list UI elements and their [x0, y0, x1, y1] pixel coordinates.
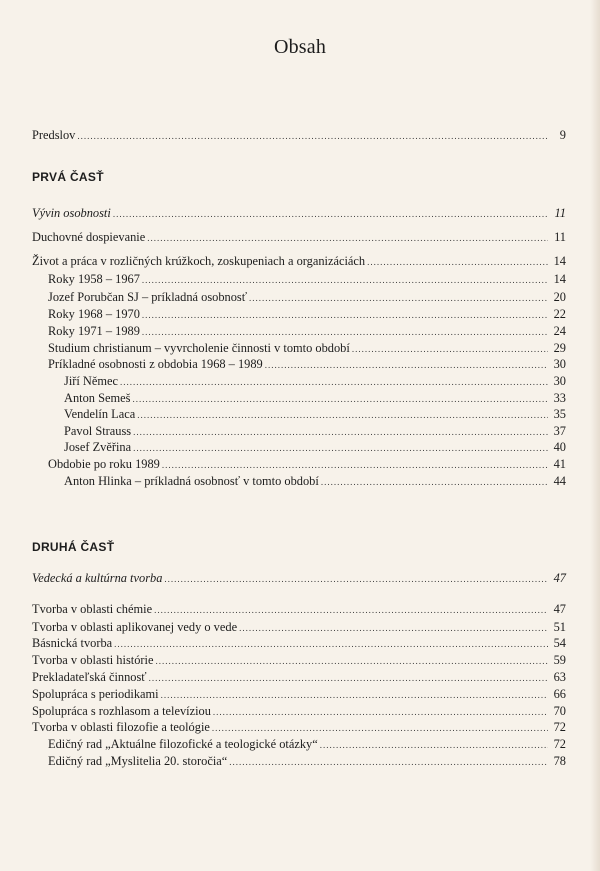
toc-entry	[48, 456, 566, 472]
toc-entry	[48, 289, 566, 305]
entry-title: Prekladateľská činnosť	[32, 670, 147, 684]
entry-page: 22	[553, 307, 566, 321]
toc-entry	[64, 390, 566, 406]
entry-title: Roky 1968 – 1970	[48, 307, 140, 321]
entry-title: Spolupráca s periodikami	[32, 687, 159, 701]
entry-title: Edičný rad „Aktuálne filozofické a teologické otázky“	[48, 737, 318, 751]
entry-title: Príkladné osobnosti z obdobia 1968 – 1989	[48, 357, 263, 371]
toc-entry	[32, 127, 566, 143]
toc-entry	[64, 473, 566, 489]
entry-title: Tvorba v oblasti aplikovanej vedy o vede	[32, 620, 238, 634]
entry-title: Spolupráca s rozhlasom a televíziou	[32, 704, 211, 718]
entry-page: 44	[553, 474, 566, 488]
entry-page: 70	[553, 704, 566, 718]
toc-entry	[48, 323, 566, 339]
section-heading-part2: DRUHÁ ČASŤ	[32, 540, 115, 554]
toc-entry	[64, 439, 566, 455]
entry-title: Vývin osobnosti	[32, 206, 111, 220]
page-edge-shadow	[590, 0, 600, 871]
toc-entry	[32, 253, 566, 269]
entry-page: 9	[559, 128, 566, 142]
entry-title: Tvorba v oblasti histórie	[32, 653, 154, 667]
entry-page: 66	[553, 687, 566, 701]
entry-title: Jiří Němec	[64, 374, 119, 388]
entry-title: Vedecká a kultúrna tvorba	[32, 571, 163, 585]
entry-page: 41	[553, 457, 566, 471]
entry-title: Duchovné dospievanie	[32, 230, 146, 244]
toc-entry	[64, 373, 566, 389]
entry-page: 11	[554, 230, 566, 244]
entry-page: 14	[553, 272, 566, 286]
entry-page: 33	[553, 391, 566, 405]
toc-entry	[32, 635, 566, 651]
entry-page: 35	[553, 407, 566, 421]
entry-title: Tvorba v oblasti chémie	[32, 602, 153, 616]
toc-entry	[32, 229, 566, 245]
entry-title: Anton Hlinka – príkladná osobnosť v tomto období	[64, 474, 319, 488]
toc-entry	[48, 340, 566, 356]
entry-title: Život a práca v rozličných krúžkoch, zoskupeniach a organizáciách	[32, 254, 366, 268]
entry-page: 11	[554, 206, 566, 220]
entry-page: 51	[553, 620, 566, 634]
entry-title: Tvorba v oblasti filozofie a teológie	[32, 720, 210, 734]
entry-page: 59	[553, 653, 566, 667]
entry-page: 47	[553, 602, 566, 616]
toc-entry	[32, 686, 566, 702]
entry-page: 63	[553, 670, 566, 684]
toc-entry	[32, 570, 566, 586]
toc-entry	[32, 601, 566, 617]
entry-page: 72	[553, 720, 566, 734]
toc-entry	[32, 669, 566, 685]
entry-title: Studium christianum – vyvrcholenie činnosti v tomto období	[48, 341, 350, 355]
entry-title: Vendelín Laca	[64, 407, 136, 421]
entry-page: 47	[553, 571, 566, 585]
toc-entry	[32, 652, 566, 668]
entry-page: 30	[553, 357, 566, 371]
entry-page: 29	[553, 341, 566, 355]
entry-title: Roky 1971 – 1989	[48, 324, 140, 338]
entry-title: Anton Semeš	[64, 391, 131, 405]
toc-entry	[32, 719, 566, 735]
entry-title: Edičný rad „Myslitelia 20. storočia“	[48, 754, 228, 768]
toc-entry	[64, 423, 566, 439]
entry-title: Roky 1958 – 1967	[48, 272, 140, 286]
entry-title: Pavol Strauss	[64, 424, 132, 438]
entry-page: 30	[553, 374, 566, 388]
toc-entry	[32, 619, 566, 635]
entry-title: Predslov	[32, 128, 76, 142]
entry-page: 20	[553, 290, 566, 304]
toc-entry	[64, 406, 566, 422]
entry-page: 14	[553, 254, 566, 268]
entry-title: Josef Zvěřina	[64, 440, 132, 454]
entry-page: 24	[553, 324, 566, 338]
toc-entry	[32, 703, 566, 719]
page-title: Obsah	[273, 36, 327, 58]
entry-page: 78	[553, 754, 566, 768]
entry-page: 37	[553, 424, 566, 438]
entry-title: Jozef Porubčan SJ – príkladná osobnosť	[48, 290, 248, 304]
section-heading-part1: PRVÁ ČASŤ	[32, 170, 104, 184]
toc-entry	[32, 205, 566, 221]
entry-page: 72	[553, 737, 566, 751]
entry-page: 40	[553, 440, 566, 454]
toc-entry	[48, 356, 566, 372]
toc-entry	[48, 753, 566, 769]
entry-title: Obdobie po roku 1989	[48, 457, 160, 471]
toc-entry	[48, 306, 566, 322]
entry-title: Básnická tvorba	[32, 636, 113, 650]
entry-page: 54	[553, 636, 566, 650]
toc-entry	[48, 271, 566, 287]
toc-entry	[48, 736, 566, 752]
